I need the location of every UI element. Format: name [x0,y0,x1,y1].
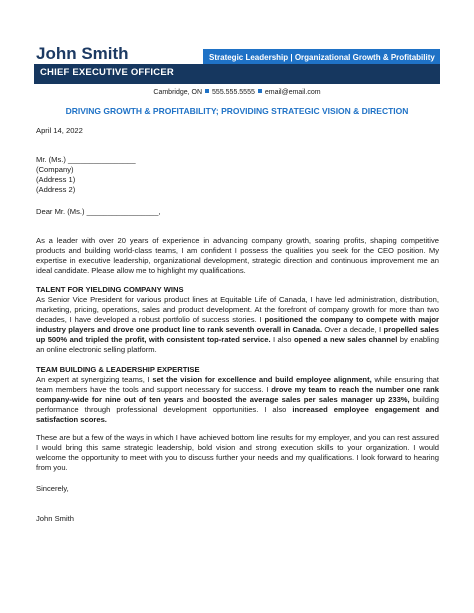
tagline: Strategic Leadership | Organizational Growth & Profitability [209,53,435,62]
recipient-block [36,155,439,195]
contact-line [0,89,474,96]
signoff: Sincerely, [36,484,69,493]
recipient-company: (Company) [36,165,74,175]
applicant-name: John Smith [36,44,129,63]
headline: DRIVING GROWTH & PROFITABILITY; PROVIDING STRATEGIC VISION & DIRECTION [65,106,409,116]
recipient-address-1: (Address 1) [36,175,76,185]
salutation: Dear Mr. (Ms.) _________________, [36,207,161,216]
separator-square-icon [205,89,209,93]
phone: 555.555.5555 [212,89,255,96]
closing-paragraph: These are but a few of the ways in which I have achieved bottom line results for my employer, and you can rest assured I would bring this same strategic leadership, bold vision and strong execution skills to your organization. I would welcome the opportunity to meet with you to discuss further your needs and my qualifications. I look forward to hearing from you. [36,433,439,473]
intro-paragraph: As a leader with over 20 years of experience in advancing company growth, soaring profits, shaping competitive products and building world-class teams, I am confident I possess the qualities you seek for the CEO position. My expertise in executive leadership, organizational development, strategic direction and continuous improvement me an ideal candidate. Please allow me to highlight my qualifications. [36,236,439,276]
recipient-name: Mr. (Ms.) ________________ [36,155,136,164]
talent-paragraph: As Senior Vice President for various product lines at Equitable Life of Canada, I have led administration, distribution, marketing, pricing, operations, sales and product development. At the forefront of company growth for more than two decades, I have developed a robust portfolio of success stories. I positioned the company to compete with major industry players and drove one product line to rank seventh overall in Canada. Over a decade, I propelled sales up 500% and tripled the profit, with consistent top-rated service. I also opened a new sales channel by enabling an online electronic selling platform. [36,295,439,355]
signature-name: John Smith [36,514,74,523]
email: email@email.com [264,89,321,96]
job-title: CHIEF EXECUTIVE OFFICER [40,67,174,78]
separator-square-icon [258,89,262,93]
section-heading-talent: TALENT FOR YIELDING COMPANY WINS [36,285,184,294]
section-heading-team: TEAM BUILDING & LEADERSHIP EXPERTISE [36,365,200,374]
recipient-address-2: (Address 2) [36,185,76,195]
location: Cambridge, ON [153,89,203,96]
letter-date: April 14, 2022 [36,126,83,135]
team-paragraph: An expert at synergizing teams, I set the vision for excellence and build employee alignment, while ensuring that team members have the tools and support necessary for success. I drove my team to reach the number one rank company-wide for nine out of ten years and boosted the average sales per sales manager up 233%, building performance through professional development opportunities. I also increased employee engagement and satisfaction scores. [36,375,440,425]
